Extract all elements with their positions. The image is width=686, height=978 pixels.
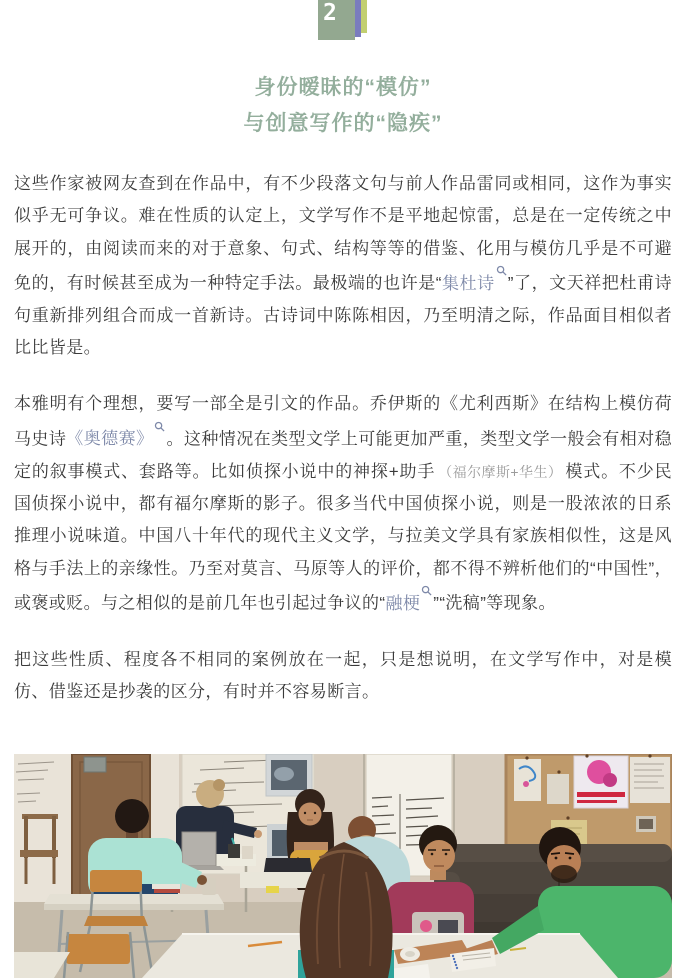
article-paragraph [14,644,672,709]
article-paragraph [14,388,672,619]
paragraph-text: ”了，文天祥把杜甫诗句重新排列组合而成一首新诗。古诗词中陈陈相因，乃至明清之际，作品面目相似者比比皆是。 [14,273,672,358]
paragraph-text: 。这种情况在类型文学上可能更加严重，类型文学一般会有相对稳定的叙事模式、套路等。比如侦探小说中的神探+助手 [14,429,672,481]
section-title-line2: 与创意写作的“隐疾” [243,112,443,135]
section-title [0,70,686,142]
chapter-badge-layers [318,0,368,40]
classroom-scene-illustration [14,754,672,978]
article-photo[interactable] [14,754,672,978]
paragraph-text: 把这些性质、程度各不相同的案例放在一起，只是想说明，在文学写作中，对是模仿、借鉴还是抄袭的区分，有时并不容易断言。 [14,649,672,702]
chapter-number: 2 [318,0,355,40]
paragraph-text: ”“洗稿”等现象。 [433,593,556,613]
paragraph-text: 本雅明有个理想，要写一部全是引文的作品。乔伊斯的《尤利西斯》在结构上模仿荷马史诗 [14,394,672,449]
paragraph-text: 这些作家被网友查到在作品中，有不少段落文句与前人作品雷同或相同，这作为事实似乎无可争议。难在性质的认定上，文学写作不是平地起惊雷，总是在一定传统之中展开的，由阅读而来的对于意象、句式、结构等等的借鉴、化用与模仿几乎是不可避免的，有时候甚至成为一种特定手法。最极端的也许是“ [14,174,672,293]
search-icon [153,426,166,442]
inline-search-link[interactable]: 《奥德赛》 [66,429,166,448]
paragraph-text: 模式。不少民国侦探小说中，都有福尔摩斯的影子。很多当代中国侦探小说，则是一股浓浓的日系推理小说味道。中国八十年代的现代主义文学，与拉美文学具有家族相似性，这是风格与手法上的亲缘性。乃至对莫言、马原等人的评价，都不得不辨析他们的“中国性”，或褒或贬。与之相似的是前几年也引起过争议的“ [14,461,672,613]
section-title-line1: 身份暧昧的“模仿” [254,76,432,99]
article-body [0,168,686,708]
search-icon [495,270,508,286]
article-paragraph [14,168,672,364]
inline-note: （福尔摩斯+华生） [438,463,563,480]
inline-search-link[interactable]: 集杜诗 [442,274,508,293]
inline-search-link[interactable]: 融梗 [385,594,433,613]
chapter-badge [0,0,686,40]
search-icon [420,590,433,606]
